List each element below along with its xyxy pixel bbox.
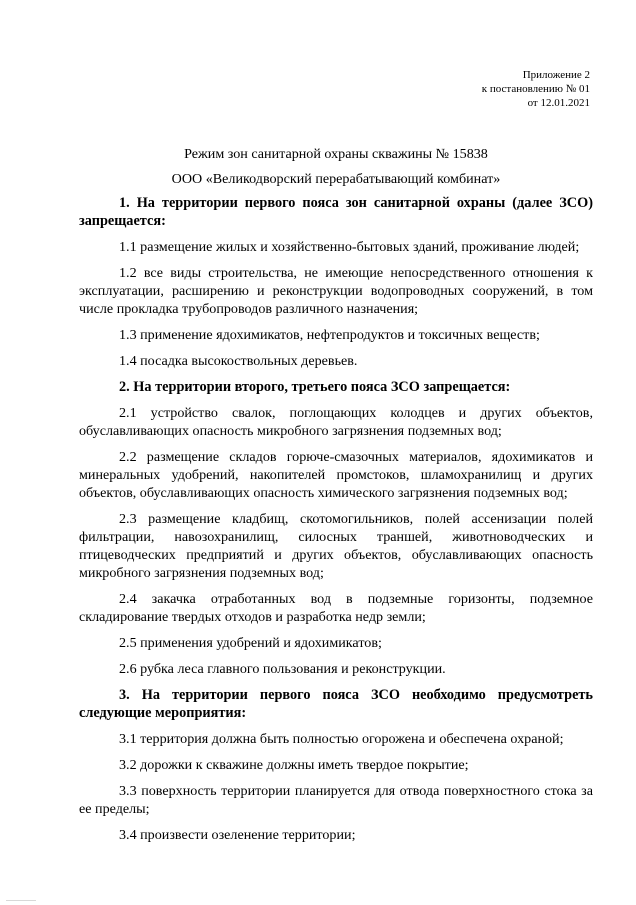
list-item: 2.3 размещение кладбищ, скотомогильников, полей ассенизации полей фильтрации, навозохранилищ, силосных траншей, животноводческих и птицеводческих предприятий и других объектов, обуславливающих опасность микробного загрязнения подземных вод; [79, 511, 593, 581]
document-body [79, 145, 593, 852]
section-1 [79, 194, 593, 370]
scan-corner-mark [6, 900, 36, 901]
list-item: 1.3 применение ядохимикатов, нефтепродуктов и токсичных веществ; [119, 327, 540, 343]
list-item: 3.2 дорожки к скважине должны иметь твердое покрытие; [119, 757, 469, 773]
list-item: 1.1 размещение жилых и хозяйственно-бытовых зданий, проживание людей; [119, 239, 580, 255]
list-item: 1.4 посадка высокоствольных деревьев. [119, 353, 358, 369]
list-item: 2.5 применения удобрений и ядохимикатов; [119, 635, 382, 651]
organization-name: ООО «Великодворский перерабатывающий комбинат» [171, 171, 501, 187]
section-3 [79, 686, 593, 844]
section-heading: 2. На территории второго, третьего пояса ЗСО запрещается: [119, 379, 511, 395]
annex-header [482, 68, 590, 110]
document-title: Режим зон санитарной охраны скважины № 15838 [184, 146, 488, 162]
list-item: 3.1 территория должна быть полностью огорожена и обеспечена охраной; [119, 731, 564, 747]
list-item: 3.4 произвести озеленение территории; [119, 827, 356, 843]
section-heading: 3. На территории первого пояса ЗСО необходимо предусмотреть следующие мероприятия: [79, 687, 593, 721]
list-item: 2.6 рубка леса главного пользования и реконструкции. [119, 661, 446, 677]
annex-line-3: от 12.01.2021 [527, 97, 590, 109]
section-heading: 1. На территории первого пояса зон санитарной охраны (далее ЗСО) запрещается: [79, 195, 593, 229]
section-2 [79, 378, 593, 678]
list-item: 3.3 поверхность территории планируется для отвода поверхностного стока за ее пределы; [79, 783, 593, 817]
list-item: 1.2 все виды строительства, не имеющие непосредственного отношения к эксплуатации, расширению и реконструкции водопроводных сооружений, в том числе прокладка трубопроводов различного назначения; [79, 265, 593, 317]
list-item: 2.2 размещение складов горюче-смазочных материалов, ядохимикатов и минеральных удобрений, накопителей промстоков, шламохранилищ и других объектов, обуславливающих опасность химического загрязнения подземных вод; [79, 449, 593, 501]
annex-line-1: Приложение 2 [522, 69, 590, 81]
list-item: 2.1 устройство свалок, поглощающих колодцев и других объектов, обуславливающих опасность микробного загрязнения подземных вод; [79, 405, 593, 439]
list-item: 2.4 закачка отработанных вод в подземные горизонты, подземное складирование твердых отходов и разработка недр земли; [79, 591, 593, 625]
annex-line-2: к постановлению № 01 [481, 83, 590, 95]
